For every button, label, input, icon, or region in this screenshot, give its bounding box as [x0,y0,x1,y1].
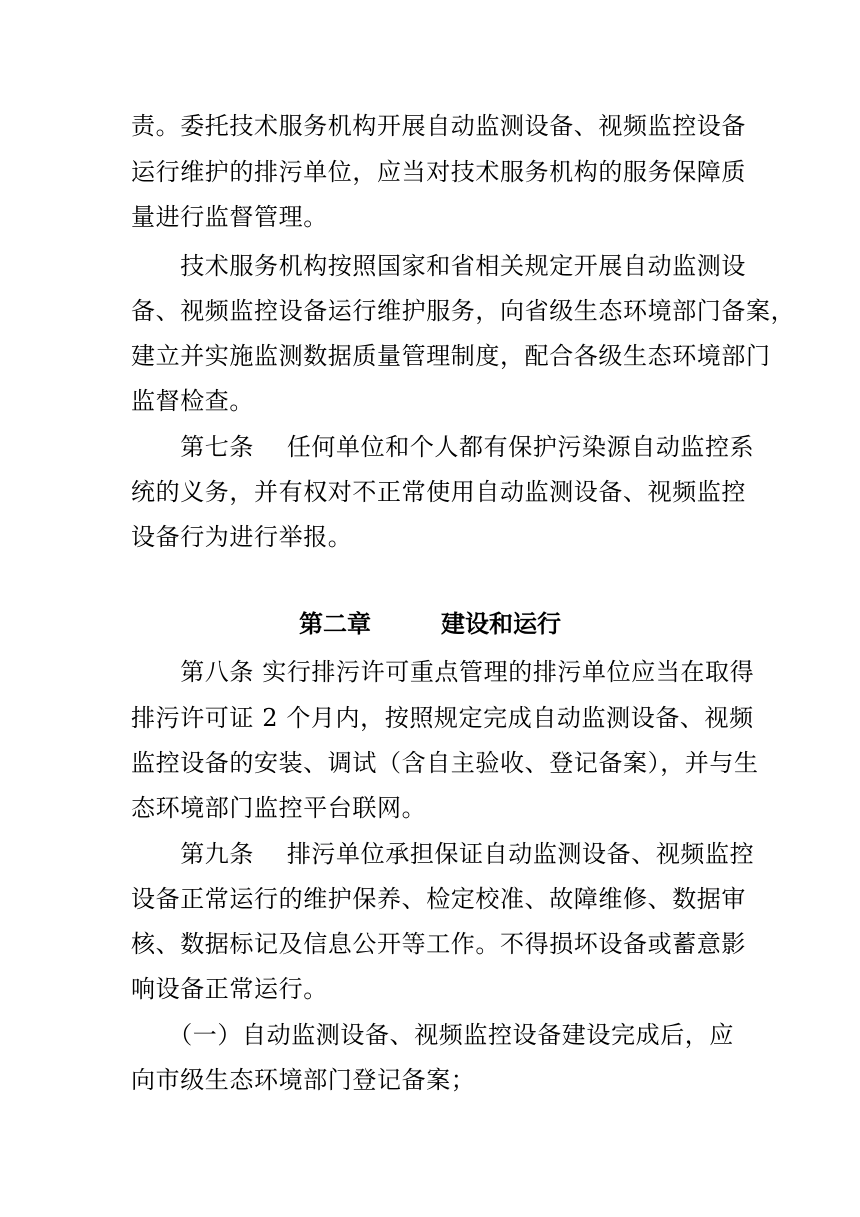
text-line: 响设备正常运行。 [131,975,328,1003]
text-line: 监督检查。 [131,387,254,415]
text-line: 责。委托技术服务机构开展自动监测设备、视频监控设备 [131,112,746,140]
text-line: 统的义务，并有权对不正常使用自动监测设备、视频监控 [131,478,746,506]
text-line: 态环境部门监控平台联网。 [131,794,427,822]
text-line: 设备正常运行的维护保养、检定校准、故障维修、数据审 [131,885,746,913]
text-line: 设备行为进行举报。 [131,523,353,551]
chapter-title: 建设和运行 [441,609,561,638]
text-line: 核、数据标记及信息公开等工作。不得损坏设备或蓄意影 [131,930,746,958]
chapter-heading [0,610,860,638]
text-line: 监控设备的安装、调试（含自主验收、登记备案），并与生 [131,749,759,777]
chapter-number: 第二章 [299,609,371,638]
text-line: （一）自动监测设备、视频监控设备建设完成后，应 [131,1021,734,1049]
text-line: 运行维护的排污单位，应当对技术服务机构的服务保障质 [131,158,746,186]
text-line: 建立并实施监测数据质量管理制度，配合各级生态环境部门 [131,342,771,370]
text-line: 技术服务机构按照国家和省相关规定开展自动监测设 [131,252,746,280]
text-line: 量进行监督管理。 [131,203,328,231]
text-line: 第七条 任何单位和个人都有保护污染源自动监控系 [131,433,755,461]
text-line: 第八条 实行排污许可重点管理的排污单位应当在取得 [131,658,755,686]
text-line: 备、视频监控设备运行维护服务，向省级生态环境部门备案， [131,297,796,325]
text-line: 排污许可证 2 个月内，按照规定完成自动监测设备、视频 [131,704,754,732]
text-line: 向市级生态环境部门登记备案； [131,1066,476,1094]
text-line: 第九条 排污单位承担保证自动监测设备、视频监控 [131,840,755,868]
